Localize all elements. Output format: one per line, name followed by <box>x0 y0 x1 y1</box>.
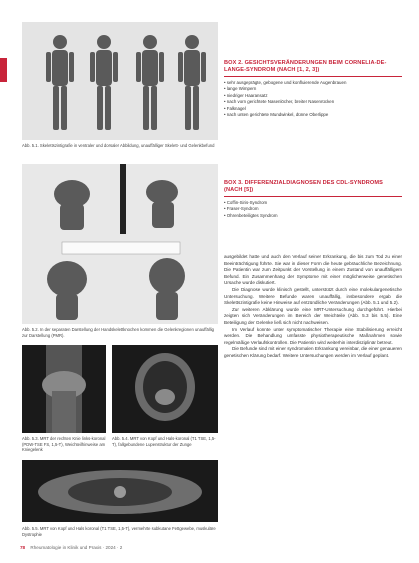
figure-hand-scintigraphy <box>22 164 218 324</box>
box-differential-diagnoses <box>224 180 402 219</box>
figure-head-mri <box>112 345 218 433</box>
box2-title: BOX 3. DIFFERENZIALDIAGNOSEN DES CDL-SYNDROMS (NACH [5]) <box>224 180 383 193</box>
box1-title: BOX 2. GESICHTSVERÄNDERUNGEN BEIM CORNELIA-DE-LANGE-SYNDROM (NACH [1, 2, 3]) <box>224 60 387 73</box>
caption-fig3: Abb. 5.3. MRT der rechten Knie links-koronal (PDW-TSE FS, 1,5-T), Weichteilhinweise am Kniegelenk <box>22 436 106 453</box>
scintigraphy-silhouettes <box>22 22 218 140</box>
box1-item: • nach unten gerichtete Mundwinkel, dünne Oberlippe <box>224 112 402 118</box>
box1-item: • Falknagel <box>224 106 402 112</box>
hand-scan-image <box>22 164 218 324</box>
caption-fig2: Abb. 5.2. In der separaten Darstellung der Handskelettknochen kommen die Gelenkregionen unauffällig zur Darstellung (PMR). <box>22 327 214 338</box>
caption-fig5: Abb. 5.5. MRT von Kopf und Hals koronal (T1 TSE, 1,5-T), vermehrte subkutane Fettgewebe, muskuläre Dystrophie <box>22 526 216 537</box>
neck-mri-image <box>22 460 218 522</box>
box1-item: • niedriger Haaransatz <box>224 93 402 99</box>
page-number: 78 <box>20 545 26 550</box>
box2-list <box>224 200 402 219</box>
box1-rule <box>224 76 402 77</box>
figure-neck-mri <box>22 460 218 522</box>
box1-item: • sehr ausgeprägte, gebogene und konfluierende Augenbrauen <box>224 80 402 86</box>
caption-fig4: Abb. 5.4. MRT von Kopf und Hals-koronal (T1 TSE, 1,5-T), fallgebundene Lupenstruktur der Zunge <box>112 436 216 447</box>
box2-item: • Ohrenbeteiligtes Syndrom <box>224 213 402 219</box>
body-paragraph: Zur weiteren Abklärung wurde eine MRT-Untersuchung durchgeführt. Hierbei zeigten sich Veränderungen im Bereich der Weichteile (Abb. 5.3 bis 5.5). Eine Beteiligung der Gelenke ließ sich nicht nachweisen. <box>224 306 402 325</box>
box1-item: • nach vorn gerichtete Nasenlöcher, breiter Nasenrücken <box>224 99 402 105</box>
journal-name: Rheumatologie in Klinik und Praxis · 2024 · 2 <box>30 545 123 550</box>
figure-knee-mri <box>22 345 106 433</box>
figure-bone-scintigraphy <box>22 22 218 140</box>
box-facial-features <box>224 60 402 118</box>
body-paragraph: Die Diagnose wurde klinisch gestellt, unterstützt durch eine molekulargenetische Untersuchung. Weitere Befunde waren unauffällig, insbesondere ergab die Skelettszintigrafie keine Hinweise auf entzündliche Veränderungen (Abb. 5.1 und 5.2). <box>224 286 402 306</box>
box1-item: • lange Wimpern <box>224 86 402 92</box>
body-paragraph: Die Befunde sind mit einer syndromalen Erkrankung vereinbar, die einer genaueren genetischen Klärung bedarf. Weitere Untersuchungen werden im Verlauf geplant. <box>224 346 402 358</box>
body-text <box>224 254 402 360</box>
box2-item: • Coffin-Siris-Syndrom <box>224 200 402 206</box>
head-mri-image <box>112 345 218 433</box>
knee-mri-image <box>22 345 106 433</box>
body-paragraph: Im Verlauf konnte unter symptomatischer Therapie eine Stabilisierung erreicht werden. Die Behandlung umfasste physiotherapeutische Maßnahmen sowie regelmäßige Verlaufskontrollen. Die Patientin wird weiterhin interdisziplinär betreut. <box>224 326 402 345</box>
box1-list <box>224 80 402 118</box>
body-paragraph: ausgebildet hatte und auch den Verlauf seiner Erkrankung, die bis zum Tod zu einer Beeinträchtigung führte. Sie war in dieser Form die heute gebräuchliche Bezeichnung. Die Patientin war zum Zeitpunkt der Vorstellung in einem Zustand von unauffälligem Befund. Ein Zusammenhang der Symptome mit einer möglicherweise genetischen Ursache wurde diskutiert. <box>224 254 402 286</box>
page-footer <box>20 545 122 550</box>
box2-item: • Fraser-Syndrom <box>224 206 402 212</box>
box2-rule <box>224 196 402 197</box>
caption-fig1: Abb. 5.1. Skelettszintigrafie in ventraler und dorsaler Abbildung, unauffälliger Skelett- und Gelenkbefund <box>22 143 215 148</box>
section-accent-bar <box>0 58 7 82</box>
